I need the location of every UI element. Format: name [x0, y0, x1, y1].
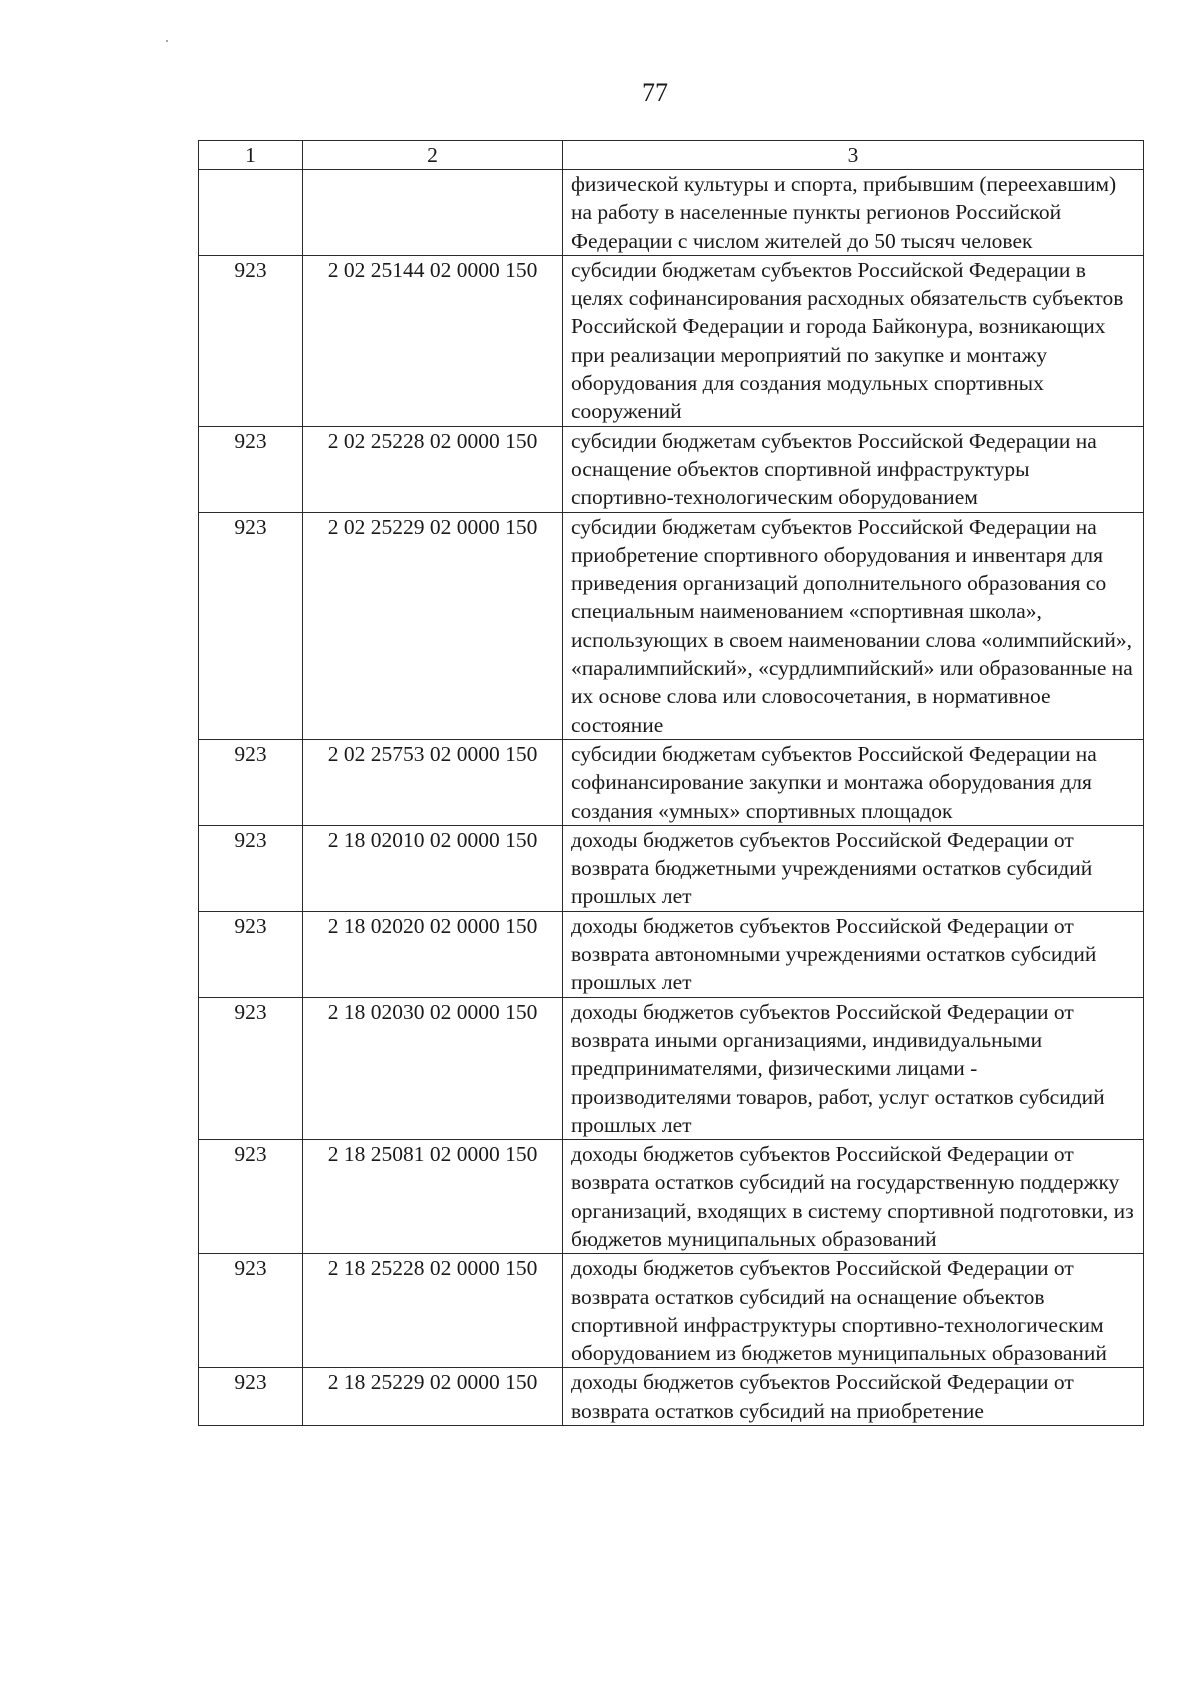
admin-code-cell: 923 — [199, 1368, 303, 1426]
description-cell: субсидии бюджетам субъектов Российской Федерации на приобретение спортивного оборудования и инвентаря для приведения организаций дополнительного образования со специальным наименованием «спортивная школа», использующих в своем наименовании слова «олимпийский», «паралимпийский», «сурдлимпийский» или образованные на их основе слова или словосочетания, в нормативное состояние — [563, 512, 1144, 739]
table-row — [199, 911, 1144, 997]
admin-code-cell: 923 — [199, 1140, 303, 1254]
budget-code-cell: 2 18 02010 02 0000 150 — [303, 825, 563, 911]
description-cell: доходы бюджетов субъектов Российской Федерации от возврата иными организациями, индивидуальными предпринимателями, физическими лицами - производителями товаров, работ, услуг остатков субсидий прошлых лет — [563, 997, 1144, 1139]
description-cell: доходы бюджетов субъектов Российской Федерации от возврата остатков субсидий на оснащение объектов спортивной инфраструктуры спортивно-технологическим оборудованием из бюджетов муниципальных образований — [563, 1254, 1144, 1368]
admin-code-cell: 923 — [199, 911, 303, 997]
budget-code-cell: 2 18 02020 02 0000 150 — [303, 911, 563, 997]
admin-code-cell: 923 — [199, 255, 303, 426]
table-row — [199, 512, 1144, 739]
budget-code-cell: 2 18 25229 02 0000 150 — [303, 1368, 563, 1426]
page-number: 77 — [642, 78, 668, 107]
scan-speck — [166, 40, 168, 42]
description-cell: доходы бюджетов субъектов Российской Федерации от возврата бюджетными учреждениями остатков субсидий прошлых лет — [563, 825, 1144, 911]
table-row — [199, 825, 1144, 911]
admin-code-cell: 923 — [199, 825, 303, 911]
table-row — [199, 426, 1144, 512]
description-cell: доходы бюджетов субъектов Российской Федерации от возврата остатков субсидий на государственную поддержку организаций, входящих в систему спортивной подготовки, из бюджетов муниципальных образований — [563, 1140, 1144, 1254]
column-header-2: 2 — [303, 141, 563, 170]
description-cell: доходы бюджетов субъектов Российской Федерации от возврата автономными учреждениями остатков субсидий прошлых лет — [563, 911, 1144, 997]
table-row — [199, 739, 1144, 825]
description-cell: субсидии бюджетам субъектов Российской Федерации в целях софинансирования расходных обязательств субъектов Российской Федерации и города Байконура, возникающих при реализации мероприятий по закупке и монтажу оборудования для создания модульных спортивных сооружений — [563, 255, 1144, 426]
table-header-row — [199, 141, 1144, 170]
column-header-3: 3 — [563, 141, 1144, 170]
admin-code-cell: 923 — [199, 512, 303, 739]
description-cell: субсидии бюджетам субъектов Российской Федерации на софинансирование закупки и монтажа оборудования для создания «умных» спортивных площадок — [563, 739, 1144, 825]
table-row — [199, 170, 1144, 256]
budget-code-cell: 2 02 25229 02 0000 150 — [303, 512, 563, 739]
description-cell: субсидии бюджетам субъектов Российской Федерации на оснащение объектов спортивной инфраструктуры спортивно-технологическим оборудованием — [563, 426, 1144, 512]
description-cell: физической культуры и спорта, прибывшим (переехавшим) на работу в населенные пункты регионов Российской Федерации с числом жителей до 50 тысяч человек — [563, 170, 1144, 256]
admin-code-cell: 923 — [199, 1254, 303, 1368]
budget-code-cell: 2 02 25144 02 0000 150 — [303, 255, 563, 426]
budget-code-cell — [303, 170, 563, 256]
admin-code-cell: 923 — [199, 739, 303, 825]
budget-code-cell: 2 18 25081 02 0000 150 — [303, 1140, 563, 1254]
budget-code-cell: 2 02 25228 02 0000 150 — [303, 426, 563, 512]
table-row — [199, 255, 1144, 426]
table-row — [199, 1140, 1144, 1254]
table-row — [199, 1368, 1144, 1426]
table-row — [199, 997, 1144, 1139]
budget-code-cell: 2 02 25753 02 0000 150 — [303, 739, 563, 825]
table-row — [199, 1254, 1144, 1368]
column-header-1: 1 — [199, 141, 303, 170]
budget-codes-table — [198, 140, 1144, 1426]
budget-code-cell: 2 18 02030 02 0000 150 — [303, 997, 563, 1139]
admin-code-cell — [199, 170, 303, 256]
description-cell: доходы бюджетов субъектов Российской Федерации от возврата остатков субсидий на приобретение — [563, 1368, 1144, 1426]
admin-code-cell: 923 — [199, 426, 303, 512]
budget-code-cell: 2 18 25228 02 0000 150 — [303, 1254, 563, 1368]
admin-code-cell: 923 — [199, 997, 303, 1139]
